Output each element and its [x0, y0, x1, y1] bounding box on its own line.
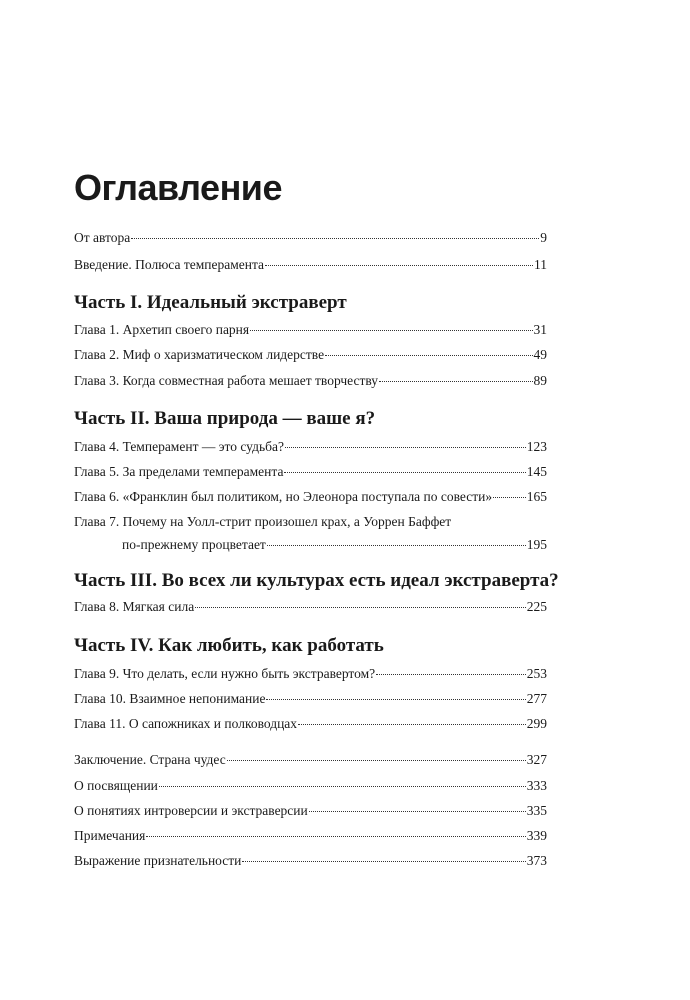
toc-leader-dots	[265, 265, 533, 266]
toc-leader-dots	[493, 497, 526, 498]
toc-part-heading[interactable]: Часть II. Ваша природа — ваше я?	[74, 408, 376, 429]
toc-entry-label: О посвящении	[74, 778, 158, 793]
toc-page-number: 165	[526, 489, 547, 504]
toc-entry-label: О понятиях интроверсии и экстраверсии	[74, 803, 308, 818]
toc-entry-label: Глава 11. О сапожниках и полководцах	[74, 716, 298, 731]
toc-leader-dots	[267, 545, 526, 546]
toc-entry-label: Выражение признательности	[74, 853, 242, 868]
toc-entry[interactable]	[74, 372, 547, 390]
toc-entry-label: Глава 1. Архетип своего парня	[74, 322, 250, 337]
toc-entry-label: Глава 4. Темперамент — это судьба?	[74, 439, 284, 454]
toc-page-number: 253	[526, 666, 547, 681]
toc-leader-dots	[379, 381, 532, 382]
toc-entry-first-line[interactable]: Глава 7. Почему на Уолл-стрит произошел крах, а Уоррен Баффет	[74, 514, 452, 529]
toc-entry-label: Глава 9. Что делать, если нужно быть экстравертом?	[74, 666, 376, 681]
toc-entry[interactable]	[122, 536, 547, 554]
toc-entry-label: Примечания	[74, 828, 146, 843]
toc-entry-label: Заключение. Страна чудес	[74, 752, 226, 767]
toc-entry-label: Глава 10. Взаимное непонимание	[74, 691, 266, 706]
toc-leader-dots	[146, 836, 525, 837]
toc-entry[interactable]	[74, 715, 547, 733]
toc-entry[interactable]	[74, 321, 547, 339]
toc-entry[interactable]	[74, 438, 547, 456]
toc-entry[interactable]	[74, 777, 547, 795]
toc-entry[interactable]	[74, 256, 547, 274]
toc-leader-dots	[195, 607, 526, 608]
toc-leader-dots	[159, 786, 526, 787]
toc-leader-dots	[325, 355, 532, 356]
toc-entry[interactable]	[74, 690, 547, 708]
toc-leader-dots	[227, 760, 526, 761]
toc-page-number: 89	[533, 373, 547, 388]
toc-part-heading[interactable]: Часть IV. Как любить, как работать	[74, 635, 384, 656]
toc-entry[interactable]	[74, 802, 547, 820]
toc-leader-dots	[266, 699, 525, 700]
toc-leader-dots	[309, 811, 526, 812]
toc-entry[interactable]	[74, 665, 547, 683]
toc-entry[interactable]	[74, 229, 547, 247]
toc-page-number: 373	[526, 853, 547, 868]
toc-page-number: 225	[526, 599, 547, 614]
toc-part-heading[interactable]: Часть III. Во всех ли культурах есть идеал экстраверта?	[74, 570, 559, 591]
toc-page-number: 11	[534, 257, 547, 272]
toc-page-number: 31	[533, 322, 547, 337]
toc-part-heading[interactable]: Часть I. Идеальный экстраверт	[74, 292, 347, 313]
toc-entry[interactable]	[74, 488, 547, 506]
toc-page-number: 339	[526, 828, 547, 843]
toc-page-number: 49	[533, 347, 547, 362]
toc-leader-dots	[298, 724, 526, 725]
toc-entry[interactable]	[74, 463, 547, 481]
toc-leader-dots	[285, 447, 526, 448]
toc-page-number: 123	[526, 439, 547, 454]
toc-page-number: 333	[526, 778, 547, 793]
page-title: Оглавление	[74, 167, 282, 208]
toc-entry[interactable]	[74, 346, 547, 364]
toc-entry[interactable]	[74, 598, 547, 616]
toc-page-number: 299	[526, 716, 547, 731]
toc-entry-label: Глава 5. За пределами темперамента	[74, 464, 284, 479]
toc-leader-dots	[250, 330, 532, 331]
toc-entry-label: От автора	[74, 230, 131, 245]
toc-entry[interactable]	[74, 852, 547, 870]
toc-page-number: 277	[526, 691, 547, 706]
toc-entry-label: Глава 2. Миф о харизматическом лидерстве	[74, 347, 325, 362]
toc-leader-dots	[284, 472, 525, 473]
toc-leader-dots	[376, 674, 526, 675]
toc-leader-dots	[131, 238, 539, 239]
toc-page-number: 145	[526, 464, 547, 479]
toc-entry-label: Глава 6. «Франклин был политиком, но Элеонора поступала по совести»	[74, 489, 493, 504]
toc-page-number: 327	[526, 752, 547, 767]
toc-entry-label: Глава 8. Мягкая сила	[74, 599, 195, 614]
toc-page-number: 9	[540, 230, 547, 245]
toc-leader-dots	[242, 861, 525, 862]
toc-page-number: 335	[526, 803, 547, 818]
toc-entry[interactable]	[74, 827, 547, 845]
toc-page-number: 195	[526, 537, 547, 552]
toc-entry-label-continued: по-прежнему процветает	[122, 537, 266, 552]
toc-entry-label: Глава 3. Когда совместная работа мешает творчеству	[74, 373, 379, 388]
toc-entry[interactable]	[74, 751, 547, 769]
toc-entry-label: Введение. Полюса темперамента	[74, 257, 265, 272]
